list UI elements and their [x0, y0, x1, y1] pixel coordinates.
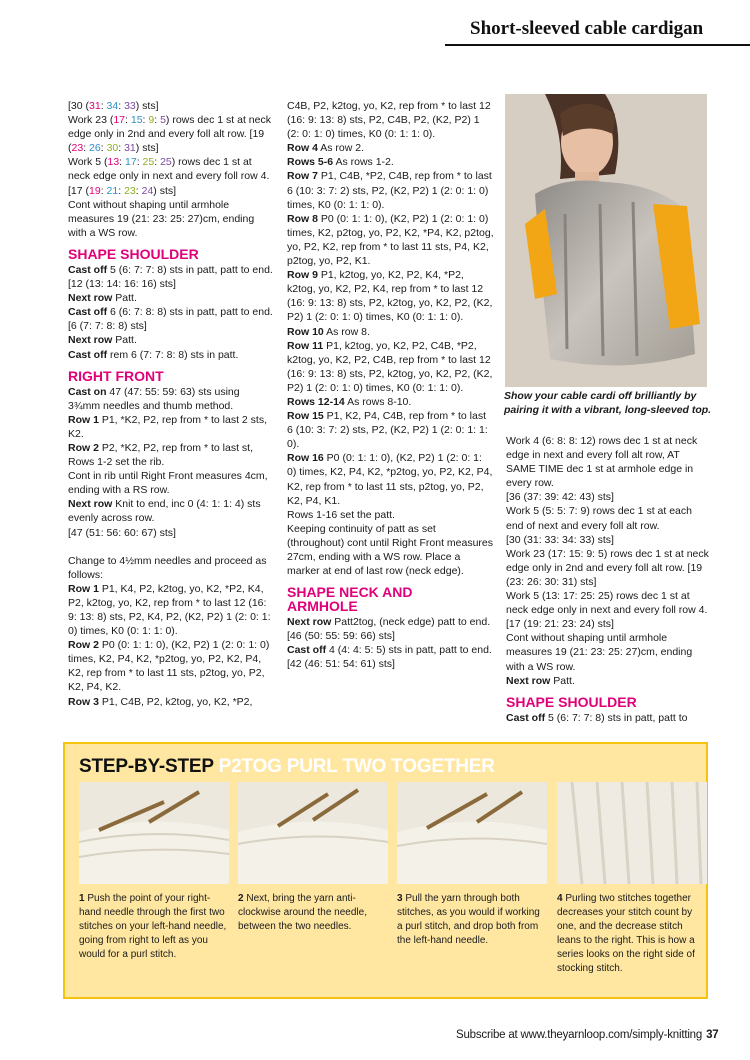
paragraph: Row 1 P1, K4, P2, k2tog, yo, K2, *P2, K4, P2, k2tog, yo, K2, rep from * to last 12 (16: 9: 13: 8) sts, P2, K4, P2, (K2, P2) 1 (2: 0: 1: 0) times, K0 (0: 1: 1: 0).: [68, 582, 271, 638]
section-heading: RIGHT FRONT: [68, 367, 164, 384]
paragraph: Work 23 (17: 15: 9: 5) rows dec 1 st at neck edge only in 2nd and every foll alt row. [19 (23: 26: 30: 31) sts]: [68, 114, 271, 155]
paragraph: Row 3 P1, C4B, P2, k2tog, yo, K2, *P2,: [68, 695, 253, 708]
paragraph: [30 (31: 34: 33) sts]: [68, 100, 159, 112]
paragraph: [47 (51: 56: 60: 67) sts]: [68, 526, 176, 539]
step-2-photo: [238, 782, 388, 884]
paragraph: Cast on 47 (47: 55: 59: 63) sts using 3¾mm needles and thumb method.: [68, 385, 240, 412]
text-column-2: [287, 99, 494, 672]
paragraph: [30 (31: 33: 34: 33) sts]: [506, 533, 614, 546]
woman-wearing-cardigan-illustration: [505, 94, 707, 387]
paragraph: Work 23 (17: 15: 9: 5) rows dec 1 st at neck edge only in 2nd and every foll alt row. [19 (23: 26: 30: 31) sts]: [506, 547, 709, 588]
paragraph: Next row Patt.: [68, 334, 137, 347]
text-column-1: [68, 99, 273, 709]
paragraph: Work 5 (5: 5: 7: 9) rows dec 1 st at each end of next and every foll alt row.: [506, 505, 692, 532]
paragraph: Cast off rem 6 (7: 7: 8: 8) sts in patt.: [68, 348, 239, 361]
paragraph: Row 11 P1, k2tog, yo, K2, P2, C4B, *P2, k2tog, yo, K2, P2, C4B, rep from * to last 12 (16: 9: 13: 8) sts, P2, k2tog, yo, K2, P2, (K2, P2) 1 (2: 0: 1: 0) times, K0 (0: 1: 1: 0).: [287, 339, 493, 394]
paragraph: Next row Patt.: [68, 292, 137, 305]
step-3-photo: [397, 782, 547, 884]
section-heading: SHAPE SHOULDER: [68, 245, 199, 262]
step-4-photo: [557, 782, 707, 884]
text-column-3: [506, 434, 712, 725]
paragraph: Work 5 (13: 17: 25: 25) rows dec 1 st at neck edge only in next and every foll row 4. [17 (19: 21: 23: 24) sts]: [68, 156, 270, 197]
paragraph: [36 (37: 39: 42: 43) sts]: [506, 491, 614, 504]
header-rule: [445, 44, 750, 46]
step-2-text: 2 Next, bring the yarn anti-clockwise around the needle, between the two needles.: [238, 893, 367, 932]
section-heading: SHAPE NECK AND ARMHOLE: [287, 584, 413, 615]
paragraph: Cast off 5 (6: 7: 7: 8) sts in patt, patt to end. [12 (13: 14: 16: 16) sts]: [68, 263, 273, 291]
step-1-photo: [79, 782, 229, 884]
footer: [456, 1029, 718, 1041]
subscribe-link[interactable]: Subscribe at www.theyarnloop.com/simply-knitting: [456, 1029, 703, 1041]
paragraph: Keeping continuity of patt as set (throughout) cont until Right Front measures 27cm, ending with a WS row. Place a marker at end of last row (neck edge).: [287, 522, 494, 578]
paragraph: Next row Patt2tog, (neck edge) patt to end. [46 (50: 55: 59: 66) sts]: [287, 616, 491, 643]
paragraph: Row 7 P1, C4B, *P2, C4B, rep from * to last 6 (10: 3: 7: 2) sts, P2, (K2, P2) 1 (2: 0: 1: 0) times, K0 (0: 1: 1: 0).: [287, 170, 492, 211]
paragraph: Cont without shaping until armhole measures 19 (21: 23: 25: 27)cm, ending with a WS row.: [506, 632, 693, 673]
step-1-text: 1 Push the point of your right-hand needle through the first two stitches on your left-hand needle, going from right to left as you would for a purl stitch.: [79, 893, 227, 960]
paragraph: Row 2 P2, *K2, P2, rep from * to last st, Rows 1-2 set the rib.: [68, 441, 253, 469]
photo-caption: Show your cable cardi off brilliantly by pairing it with a vibrant, long-sleeved top.: [504, 390, 712, 416]
paragraph: Next row Patt.: [506, 674, 575, 687]
page-number: 37: [706, 1029, 719, 1041]
paragraph: Row 16 P0 (0: 1: 1: 0), (K2, P2) 1 (2: 0: 1: 0) times, K2, P4, K2, *p2tog, yo, P2, K2, P4, K2, rep from * to last 11 sts, p2tog, yo, P2, K2, P4, K1.: [287, 452, 493, 507]
knitting-needles-illustration: [79, 782, 229, 884]
paragraph: Row 2 P0 (0: 1: 1: 0), (K2, P2) 1 (2: 0: 1: 0) times, K2, P4, K2, *p2tog, yo, P2, K2, P4, K2, rep from * to last 11 sts, p2tog, yo, P2, K2, P4, K2.: [68, 639, 270, 694]
paragraph: Row 4 As row 2.: [287, 142, 365, 155]
paragraph: Cont in rib until Right Front measures 4cm, ending with a RS row.: [68, 470, 268, 497]
knitting-needles-illustration: [238, 782, 388, 884]
paragraph: Work 4 (6: 8: 8: 12) rows dec 1 st at neck edge in next and every foll alt row, AT SAME TIME dec 1 st at armhole edge in every row.: [506, 435, 698, 490]
stocking-stitch-illustration: [557, 782, 707, 884]
step-by-step-panel: [63, 742, 708, 999]
paragraph: Row 9 P1, k2tog, yo, K2, P2, K4, *P2, k2tog, yo, K2, P2, K4, rep from * to last 12 (16: 9: 13: 8) sts, P2, k2tog, yo, K2, P2, (K2, P2) 1 (2: 0: 1: 0) times, K0 (0: 1: 1: 0).: [287, 269, 493, 324]
paragraph: Next row Knit to end, inc 0 (4: 1: 1: 4) sts evenly across row.: [68, 498, 261, 525]
paragraph: Row 10 As row 8.: [287, 325, 370, 338]
paragraph: Rows 5-6 As rows 1-2.: [287, 156, 394, 169]
step-4-text: 4 Purling two stitches together decreases your stitch count by one, and the decrease stitch leans to the right. This is how a series looks on the right side of stocking stitch.: [557, 893, 695, 974]
paragraph: Row 15 P1, K2, P4, C4B, rep from * to last 6 (10: 3: 7: 2) sts, P2, (K2, P2) 1 (2: 0: 1: 1: 0).: [287, 410, 488, 451]
paragraph: Row 1 P1, *K2, P2, rep from * to last 2 sts, K2.: [68, 413, 267, 440]
paragraph: Rows 1-16 set the patt.: [287, 508, 395, 521]
paragraph: C4B, P2, k2tog, yo, K2, rep from * to last 12 (16: 9: 13: 8) sts, P2, C4B, P2, (K2, P2) 1 (2: 0: 1: 0) times, K0 (0: 1: 1: 0).: [287, 100, 491, 141]
paragraph: Cast off 4 (4: 4: 5: 5) sts in patt, patt to end. [42 (46: 51: 54: 61) sts]: [287, 644, 492, 671]
article-title: Short-sleeved cable cardigan: [470, 18, 704, 39]
cardigan-photo: [505, 94, 707, 387]
paragraph: Change to 4½mm needles and proceed as follows:: [68, 554, 267, 581]
paragraph: Cont without shaping until armhole measures 19 (21: 23: 25: 27)cm, ending with a WS row.: [68, 198, 255, 239]
section-heading: SHAPE SHOULDER: [506, 693, 637, 710]
paragraph: Work 5 (13: 17: 25: 25) rows dec 1 st at neck edge only in next and every foll row 4. [17 (19: 21: 23: 24) sts]: [506, 590, 708, 631]
paragraph: Row 8 P0 (0: 1: 1: 0), (K2, P2) 1 (2: 0: 1: 0) times, K2, p2tog, yo, P2, K2, *P4, K2, p2tog, yo, P2, K2, rep from * to last 11 sts, P4, K2, p2tog, yo, P2, K1.: [287, 212, 494, 268]
step-3-text: 3 Pull the yarn through both stitches, as you would if working a purl stitch, and drop both from the left-hand needle.: [397, 893, 540, 946]
paragraph: Cast off 5 (6: 7: 7: 8) sts in patt, patt to: [506, 711, 688, 724]
paragraph: Rows 12-14 As rows 8-10.: [287, 395, 412, 408]
paragraph: Cast off 6 (6: 7: 8: 8) sts in patt, patt to end. [6 (7: 7: 8: 8) sts]: [68, 306, 273, 333]
panel-title: STEP-BY-STEP P2TOG PURL TWO TOGETHER: [79, 756, 495, 777]
knitting-needles-illustration: [397, 782, 547, 884]
